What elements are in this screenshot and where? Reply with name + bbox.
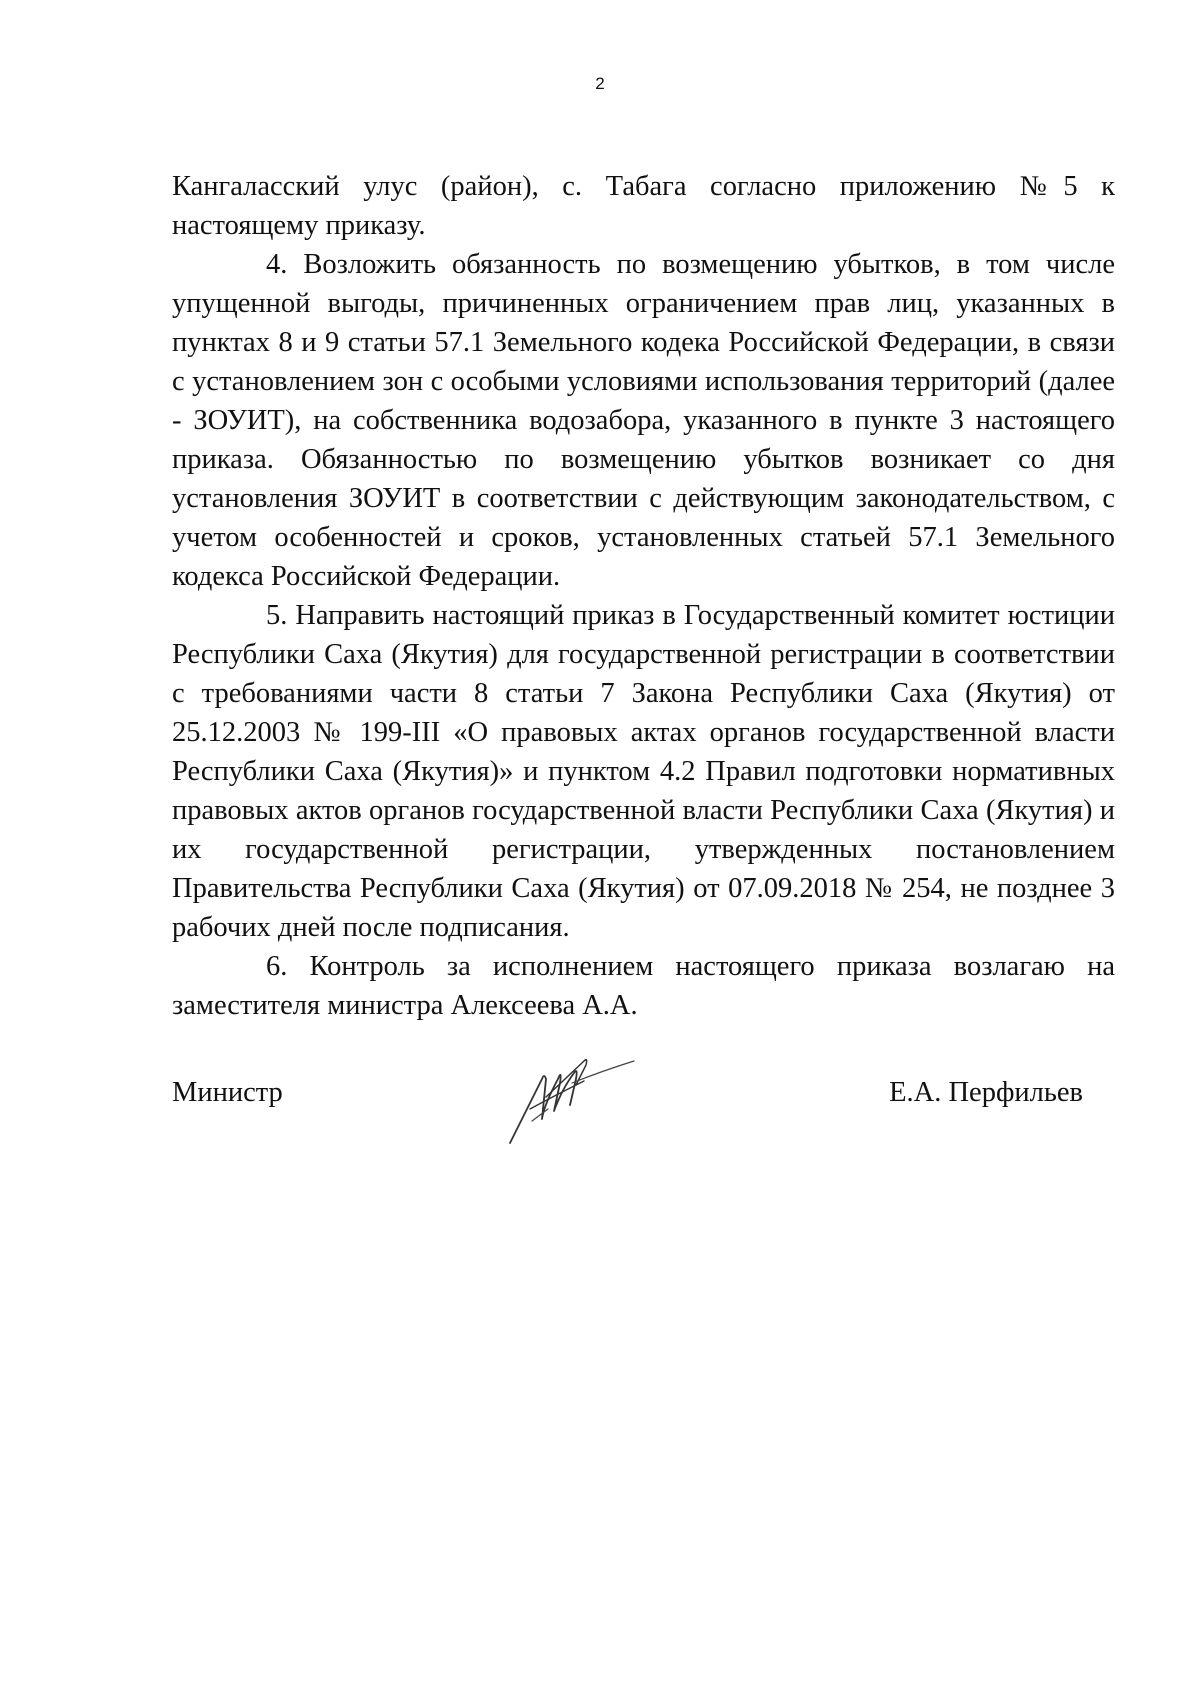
document-body <box>172 167 1115 1025</box>
paragraph-continuation: Кангаласский улус (район), с. Табага согласно приложению №5 к настоящему приказу. <box>172 171 1115 241</box>
paragraph-item-4: 4. Возложить обязанность по возмещению убытков, в том числе упущенной выгоды, причиненных ограничением прав лиц, указанных в пунктах 8 и 9 статьи 57.1 Земельного кодека Российской Федерации, в связи с установлением зон с особыми условиями использования территорий (далее - ЗОУИТ), на собственника водозабора, указанного в пункте 3 настоящего приказа. Обязанностью по возмещению убытков возникает со дня установления ЗОУИТ в соответствии с действующим законодательством, с учетом особенностей и сроков, установленных статьей 57.1 Земельного кодекса Российской Федерации. <box>172 249 1115 592</box>
paragraph-item-5: 5. Направить настоящий приказ в Государственный комитет юстиции Республики Саха (Якутия) для государственной регистрации в соответствии с требованиями части 8 статьи 7 Закона Республики Саха (Якутия) от 25.12.2003 № 199-III «О правовых актах органов государственной власти Республики Саха (Якутия)» и пунктом 4.2 Правил подготовки нормативных правовых актов органов государственной власти Республики Саха (Якутия) и их государственной регистрации, утвержденных постановлением Правительства Республики Саха (Якутия) от 07.09.2018 № 254, не позднее 3 рабочих дней после подписания. <box>172 600 1115 943</box>
paragraph-item-6: 6. Контроль за исполнением настоящего приказа возлагаю на заместителя министра Алексеева А.А. <box>172 951 1115 1021</box>
signature-block <box>172 1055 1115 1155</box>
page-number: 2 <box>595 74 605 93</box>
signatory-name: Е.А. Перфильев <box>889 1077 1083 1108</box>
handwritten-signature-icon <box>502 1039 642 1149</box>
signatory-title: Министр <box>172 1077 283 1108</box>
